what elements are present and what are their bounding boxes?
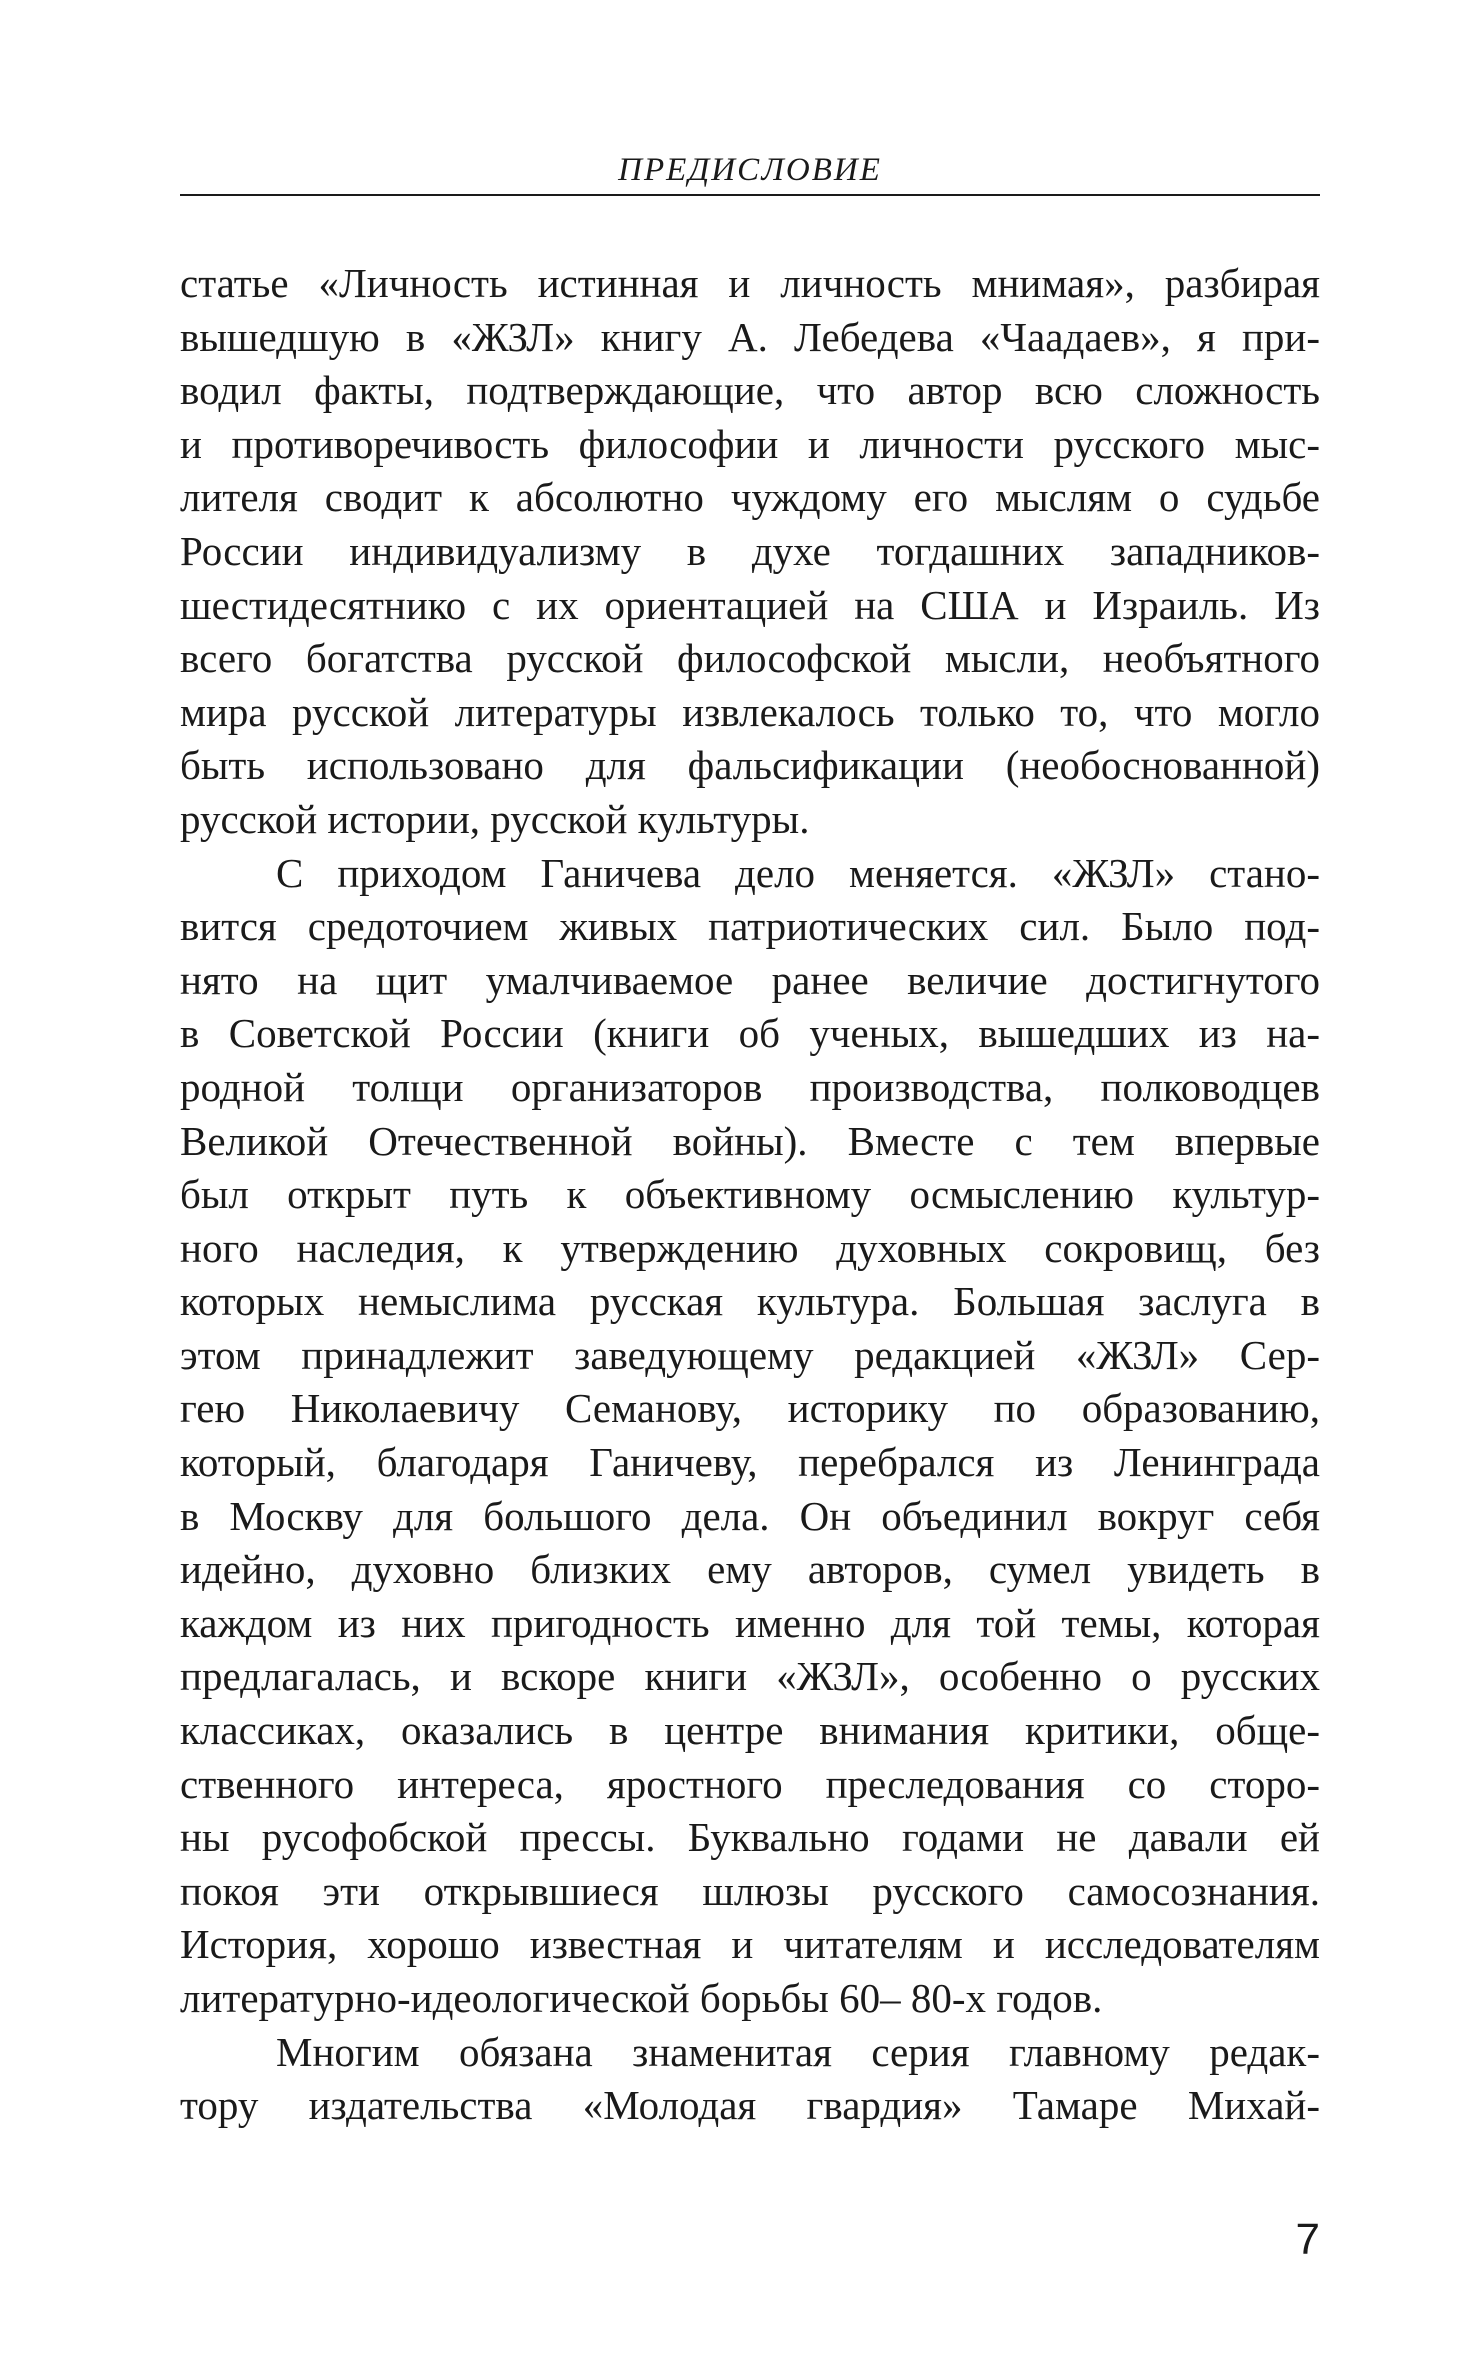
text-line: был открыт путь к объективному осмыслению культур- [180,1171,1320,1218]
text-line: всего богатства русской философской мысли, необъятного [180,635,1320,682]
text-line: Великой Отечественной войны). Вместе с тем впервые [180,1117,1320,1164]
text-line: шестидесятнико с их ориентацией на США и Израиль. Из [180,581,1320,628]
text-line: нято на щит умалчиваемое ранее величие достигнутого [180,956,1320,1003]
text-line: каждом из них пригодность именно для той темы, которая [180,1599,1320,1646]
text-line: России индивидуализму в духе тогдашних западников- [180,527,1320,574]
text-line: идейно, духовно близких ему авторов, сумел увидеть в [180,1546,1320,1593]
paragraph-first-line: Многим обязана знаменитая серия главному редак- [276,2028,1320,2075]
text-line: тору издательства «Молодая гвардия» Тамаре Михай- [180,2082,1320,2129]
text-line: родной толщи организаторов производства, полководцев [180,1063,1320,1110]
paragraph-first-line: С приходом Ганичева дело меняется. «ЖЗЛ» стано- [276,849,1320,896]
page-number: 7 [1295,2215,1320,2264]
text-line: мира русской литературы извлекалось только то, что могло [180,688,1320,735]
text-line: История, хорошо известная и читателям и исследователям [180,1921,1320,1968]
text-line: вышедшую в «ЖЗЛ» книгу А. Лебедева «Чаадаев», я при- [180,313,1320,360]
header-rule [180,194,1320,196]
page-body [180,257,1320,2133]
text-line: лителя сводит к абсолютно чуждому его мыслям о судьбе [180,474,1320,521]
text-line: который, благодаря Ганичеву, перебрался из Ленинграда [180,1439,1320,1486]
text-line: гею Николаевичу Семанову, историку по образованию, [180,1385,1320,1432]
text-line: вится средоточием живых патриотических сил. Было под- [180,903,1320,950]
text-line: классиках, оказались в центре внимания критики, обще- [180,1707,1320,1754]
text-line: в Советской России (книги об ученых, вышедших из на- [180,1010,1320,1057]
text-line: в Москву для большого дела. Он объединил вокруг себя [180,1492,1320,1539]
text-line: предлагалась, и вскоре книги «ЖЗЛ», особенно о русских [180,1653,1320,1700]
text-line: русской истории, русской культуры. [180,795,810,842]
text-line: статье «Личность истинная и личность мнимая», разбирая [180,260,1320,306]
text-line: ственного интереса, яростного преследования со сторо- [180,1760,1320,1807]
text-line: этом принадлежит заведующему редакцией «ЖЗЛ» Сер- [180,1331,1320,1378]
text-line: ного наследия, к утверждению духовных сокровищ, без [180,1224,1320,1271]
text-line: которых немыслима русская культура. Большая заслуга в [180,1278,1320,1325]
text-line: литературно-идеологической борьбы 60– 80-х годов. [180,1975,1103,2021]
text-line: покоя эти открывшиеся шлюзы русского самосознания. [180,1867,1320,1914]
running-header: ПРЕДИСЛОВИЕ [618,152,882,188]
text-line: быть использовано для фальсификации (необоснованной) [180,742,1320,789]
text-line: водил факты, подтверждающие, что автор всю сложность [180,367,1320,414]
text-line: ны русофобской прессы. Буквально годами не давали ей [180,1814,1320,1861]
text-line: и противоречивость философии и личности русского мыс- [180,420,1320,467]
